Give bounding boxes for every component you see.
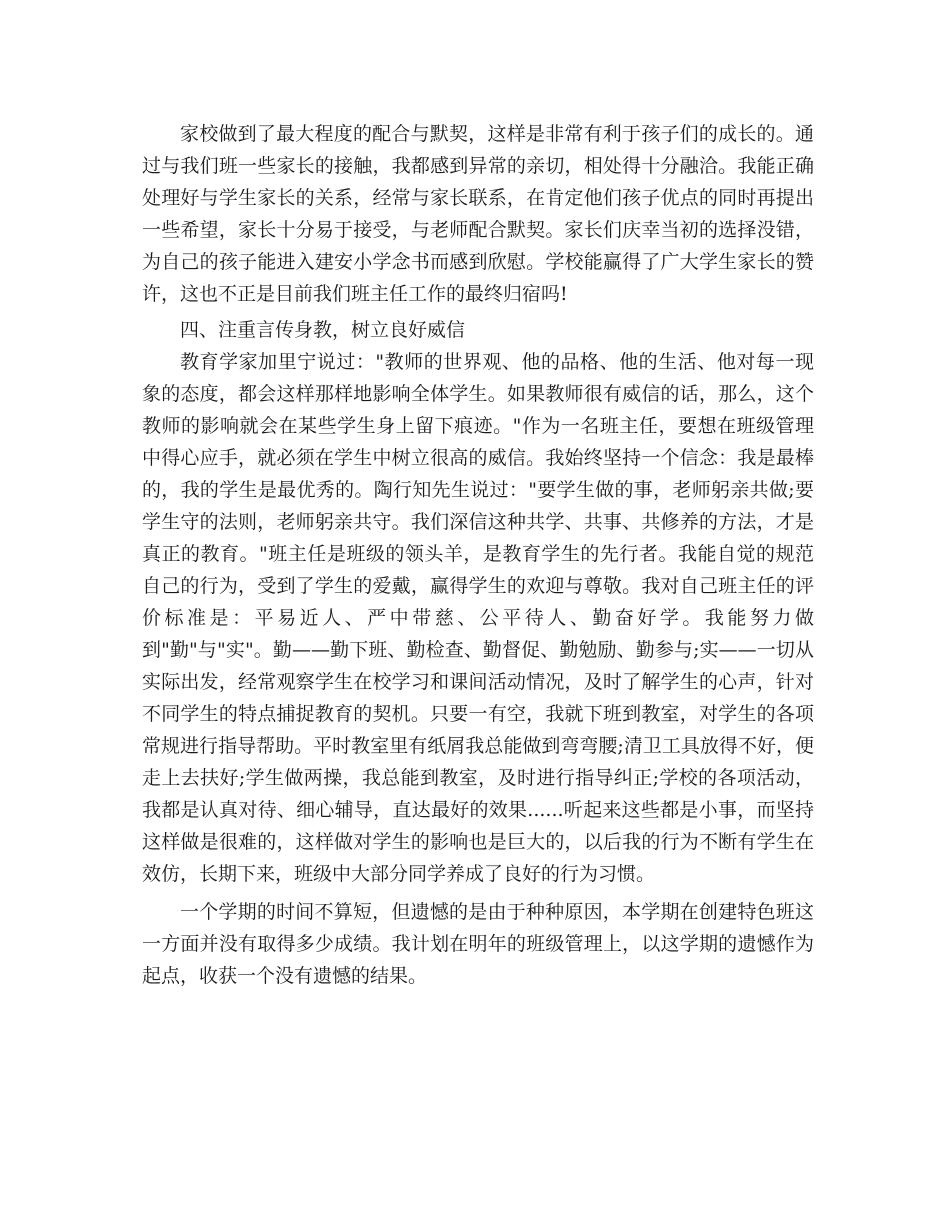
paragraph-home-school-cooperation: 家校做到了最大程度的配合与默契，这样是非常有利于孩子们的成长的。通过与我们班一些家长的接触，我都感到异常的亲切，相处得十分融洽。我能正确处理好与学生家长的关系，经常与家长联系，在肯定他们孩子优点的同时再提出一些希望，家长十分易于接受，与老师配合默契。家长们庆幸当初的选择没错，为自己的孩子能进入建安小学念书而感到欣慰。学校能赢得了广大学生家长的赞许，这也不正是目前我们班主任工作的最终归宿吗! [142,123,814,305]
paragraph-semester-summary: 一个学期的时间不算短，但遗憾的是由于种种原因，本学期在创建特色班这一方面并没有取得多少成绩。我计划在明年的班级管理上，以这学期的遗憾作为起点，收获一个没有遗憾的结果。 [142,901,814,987]
paragraph-teacher-prestige: 教育学家加里宁说过："教师的世界观、他的品格、他的生活、他对每一现象的态度，都会这样那样地影响全体学生。如果教师很有威信的话，那么，这个教师的影响就会在某些学生身上留下痕迹。"作为一名班主任，要想在班级管理中得心应手，就必须在学生中树立很高的威信。我始终坚持一个信念：我是最棒的，我的学生是最优秀的。陶行知先生说过："要学生做的事，老师躬亲共做;要学生守的法则，老师躬亲共守。我们深信这种共学、共事、共修养的方法，才是真正的教育。"班主任是班级的领头羊，是教育学生的先行者。我能自觉的规范自己的行为，受到了学生的爱戴，赢得学生的欢迎与尊敬。我对自己班主任的评价标准是：平易近人、严中带慈、公平待人、勤奋好学。我能努力做到"勤"与"实"。勤——勤下班、勤检查、勤督促、勤勉励、勤参与;实——一切从实际出发，经常观察学生在校学习和课间活动情况，及时了解学生的心声，针对不同学生的特点捕捉教育的契机。只要一有空，我就下班到教室，对学生的各项常规进行指导帮助。平时教室里有纸屑我总能做到弯弯腰;清卫工具放得不好，便走上去扶好;学生做两操，我总能到教室，及时进行指导纠正;学校的各项活动，我都是认真对待、细心辅导，直达最好的效果......听起来这些都是小事，而坚持这样做是很难的，这样做对学生的影响也是巨大的，以后我的行为不断有学生在效仿，长期下来，班级中大部分同学养成了良好的行为习惯。 [142,351,814,885]
document-page [142,118,814,992]
section-heading-four: 四、注重言传身教，树立良好威信 [180,319,466,341]
